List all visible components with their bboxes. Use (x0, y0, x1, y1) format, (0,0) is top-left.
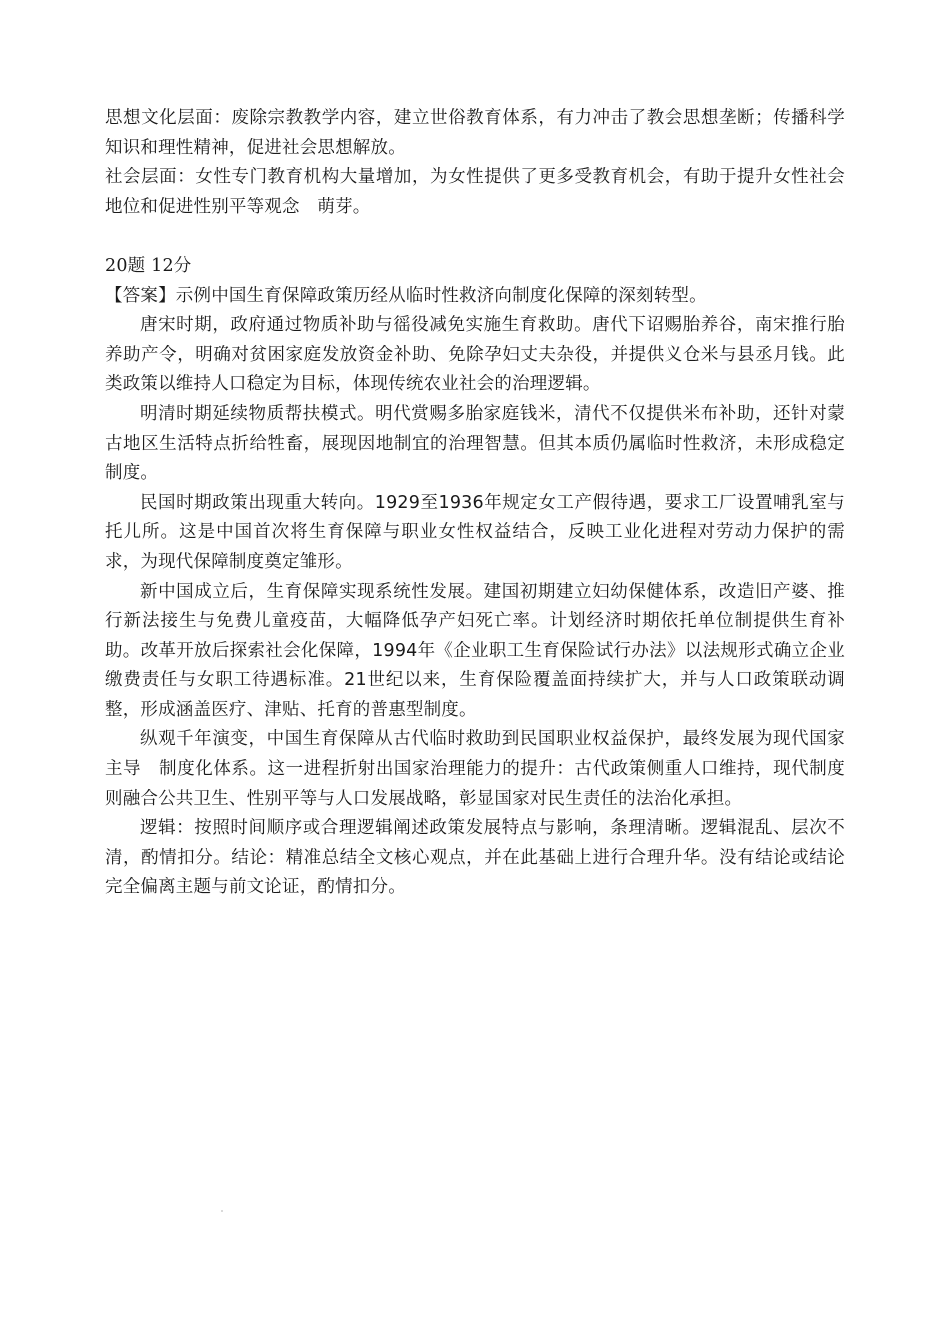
scan-speck (221, 1210, 223, 1212)
document-body (105, 104, 845, 903)
paragraph-new-china: 新中国成立后，生育保障实现系统性发展。建国初期建立妇幼保健体系，改造旧产婆、推行新法接生与免费儿童疫苗，大幅降低孕产妇死亡率。计划经济时期依托单位制提供生育补助。改革开放后探索社会化保障，1994年《企业职工生育保险试行办法》以法规形式确立企业缴费责任与女职工待遇标准。21世纪以来，生育保险覆盖面持续扩大，并与人口政策联动调整，形成涵盖医疗、津贴、托育的普惠型制度。 (105, 581, 845, 720)
blank-line (105, 222, 845, 252)
answer-intro: 【答案】示例中国生育保障政策历经从临时性救济向制度化保障的深刻转型。 (105, 285, 707, 306)
question-20-header: 20题 12分 (105, 255, 192, 276)
paragraph-grading-criteria: 逻辑：按照时间顺序或合理逻辑阐述政策发展特点与影响，条理清晰。逻辑混乱、层次不清，酌情扣分。结论：精准总结全文核心观点，并在此基础上进行合理升华。没有结论或结论完全偏离主题与前文论证，酌情扣分。 (105, 818, 845, 898)
paragraph-ming-qing: 明清时期延续物质帮扶模式。明代赏赐多胎家庭钱米，清代不仅提供米布补助，还针对蒙古地区生活特点折给牲畜，展现因地制宜的治理智慧。但其本质仍属临时性救济，未形成稳定制度。 (105, 403, 845, 484)
thought-culture-paragraph: 思想文化层面：废除宗教教学内容，建立世俗教育体系，有力冲击了教会思想垄断；传播科学知识和理性精神，促进社会思想解放。 (105, 108, 845, 158)
paragraph-tang-song: 唐宋时期，政府通过物质补助与徭役减免实施生育救助。唐代下诏赐胎养谷，南宋推行胎养助产令，明确对贫困家庭发放资金补助、免除孕妇丈夫杂役，并提供义仓米与县丞月钱。此类政策以维持人口稳定为目标，体现传统农业社会的治理逻辑。 (105, 315, 845, 395)
paragraph-republic: 民国时期政策出现重大转向。1929至1936年规定女工产假待遇，要求工厂设置哺乳室与托儿所。这是中国首次将生育保障与职业女性权益结合，反映工业化进程对劳动力保护的需求，为现代保障制度奠定雏形。 (105, 492, 845, 572)
society-paragraph: 社会层面：女性专门教育机构大量增加，为女性提供了更多受教育机会，有助于提升女性社会地位和促进性别平等观念 萌芽。 (105, 167, 845, 217)
paragraph-summary: 纵观千年演变，中国生育保障从古代临时救助到民国职业权益保护，最终发展为现代国家主导 制度化体系。这一进程折射出国家治理能力的提升：古代政策侧重人口维持，现代制度则融合公共卫生、性别平等与人口发展战略，彰显国家对民生责任的法治化承担。 (105, 729, 845, 809)
